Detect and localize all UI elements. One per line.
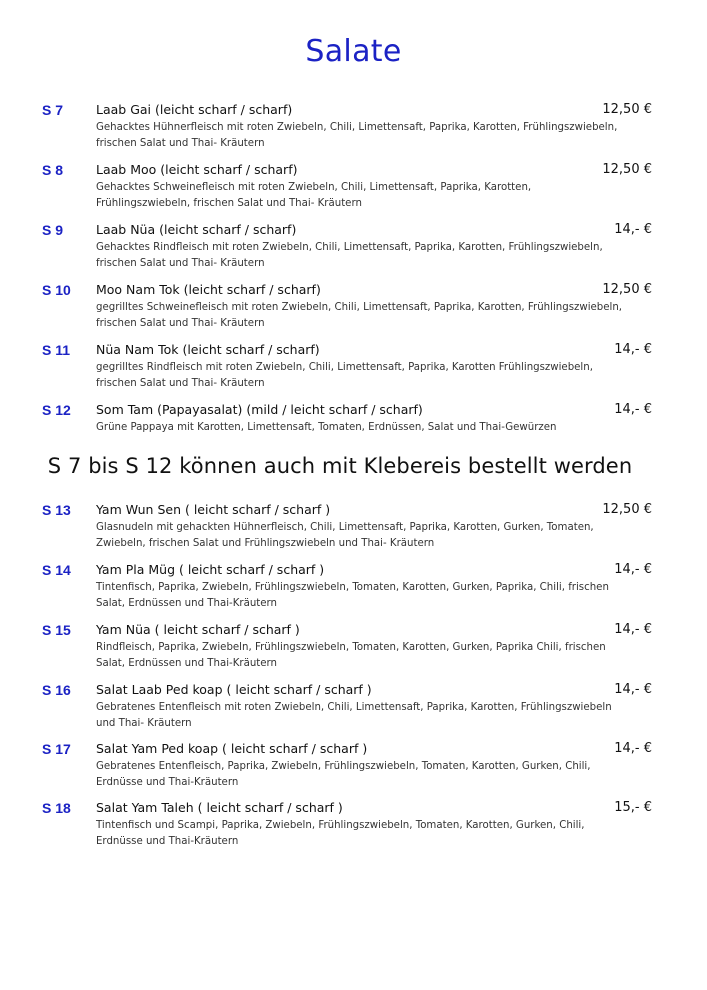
page-title: Salate [305,34,402,69]
item-description: Tintenfisch, Paprika, Zwiebeln, Frühlingszwiebeln, Tomaten, Karotten, Gurken, Paprika, Chili, frischen Salat, Erdnüssen und Thai-Kräutern [96,582,609,609]
item-name: Yam Wun Sen ( leicht scharf / scharf ) [96,502,331,517]
item-name: Som Tam (Papayasalat) (mild / leicht scharf / scharf) [96,402,423,417]
item-description: gegrilltes Schweinefleisch mit roten Zwiebeln, Chili, Limettensaft, Paprika, Karotten, Frühlingszwiebeln, frischen Salat und Thai- Kräutern [96,302,623,329]
item-description: gegrilltes Rindfleisch mit roten Zwiebeln, Chili, Limettensaft, Paprika, Karotten Frühlingszwiebeln, frischen Salat und Thai- Kräutern [96,362,593,389]
sticky-rice-note: S 7 bis S 12 können auch mit Klebereis bestellt werden [47,454,633,478]
item-code: S 7 [42,102,64,118]
item-code: S 14 [42,562,71,578]
item-price: 14,- € [614,562,652,577]
item-price: 14,- € [614,342,652,357]
item-price: 12,50 € [602,162,652,177]
item-code: S 13 [42,502,71,518]
item-name: Yam Nüa ( leicht scharf / scharf ) [96,622,300,637]
item-price: 12,50 € [602,102,652,117]
item-code: S 9 [42,222,64,238]
item-code: S 8 [42,162,64,178]
item-price: 14,- € [614,402,652,417]
item-name: Nüa Nam Tok (leicht scharf / scharf) [96,342,320,357]
item-name: Laab Moo (leicht scharf / scharf) [96,162,298,177]
item-code: S 11 [42,342,71,358]
item-name: Yam Pla Müg ( leicht scharf / scharf ) [96,562,325,577]
item-price: 12,50 € [602,502,652,517]
item-price: 12,50 € [602,282,652,297]
item-description: Glasnudeln mit gehackten Hühnerfleisch, Chili, Limettensaft, Paprika, Karotten, Gurken, Tomaten, Zwiebeln, frischen Salat und Frühlingszwiebeln und Thai- Kräutern [96,522,594,549]
item-description: Gebratenes Entenfleisch mit roten Zwiebeln, Chili, Limettensaft, Paprika, Karotten, Frühlingszwiebeln und Thai- Kräutern [96,702,612,729]
item-name: Salat Yam Taleh ( leicht scharf / scharf ) [96,800,343,815]
item-price: 14,- € [614,682,652,697]
item-name: Laab Nüa (leicht scharf / scharf) [96,222,297,237]
item-price: 14,- € [614,741,652,756]
item-description: Grüne Pappaya mit Karotten, Limettensaft, Tomaten, Erdnüssen, Salat und Thai-Gewürzen [96,422,557,433]
item-code: S 15 [42,622,71,638]
item-description: Rindfleisch, Paprika, Zwiebeln, Frühlingszwiebeln, Tomaten, Karotten, Gurken, Paprika Chili, frischen Salat, Erdnüssen und Thai-Kräutern [96,642,606,669]
item-description: Gebratenes Entenfleisch, Paprika, Zwiebeln, Frühlingszwiebeln, Tomaten, Karotten, Gurken, Chili, Erdnüsse und Thai-Kräutern [96,761,591,788]
item-description: Gehacktes Rindfleisch mit roten Zwiebeln, Chili, Limettensaft, Paprika, Karotten, Frühlingszwiebeln, frischen Salat und Thai- Kräutern [96,242,603,269]
item-name: Salat Laab Ped koap ( leicht scharf / scharf ) [96,682,372,697]
item-description: Gehacktes Hühnerfleisch mit roten Zwiebeln, Chili, Limettensaft, Paprika, Karotten, Frühlingszwiebeln, frischen Salat und Thai- Kräutern [96,122,618,149]
item-price: 15,- € [614,800,652,815]
item-code: S 16 [42,682,71,698]
item-code: S 17 [42,741,71,757]
item-code: S 12 [42,402,71,418]
item-price: 14,- € [614,622,652,637]
item-name: Moo Nam Tok (leicht scharf / scharf) [96,282,321,297]
item-name: Laab Gai (leicht scharf / scharf) [96,102,293,117]
item-description: Tintenfisch und Scampi, Paprika, Zwiebeln, Frühlingszwiebeln, Tomaten, Karotten, Gurken, Chili, Erdnüsse und Thai-Kräutern [96,820,585,847]
item-code: S 10 [42,282,71,298]
item-code: S 18 [42,800,71,816]
item-name: Salat Yam Ped koap ( leicht scharf / scharf ) [96,741,368,756]
item-description: Gehacktes Schweinefleisch mit roten Zwiebeln, Chili, Limettensaft, Paprika, Karotten, Frühlingszwiebeln, frischen Salat und Thai- Kräutern [96,182,532,209]
item-price: 14,- € [614,222,652,237]
